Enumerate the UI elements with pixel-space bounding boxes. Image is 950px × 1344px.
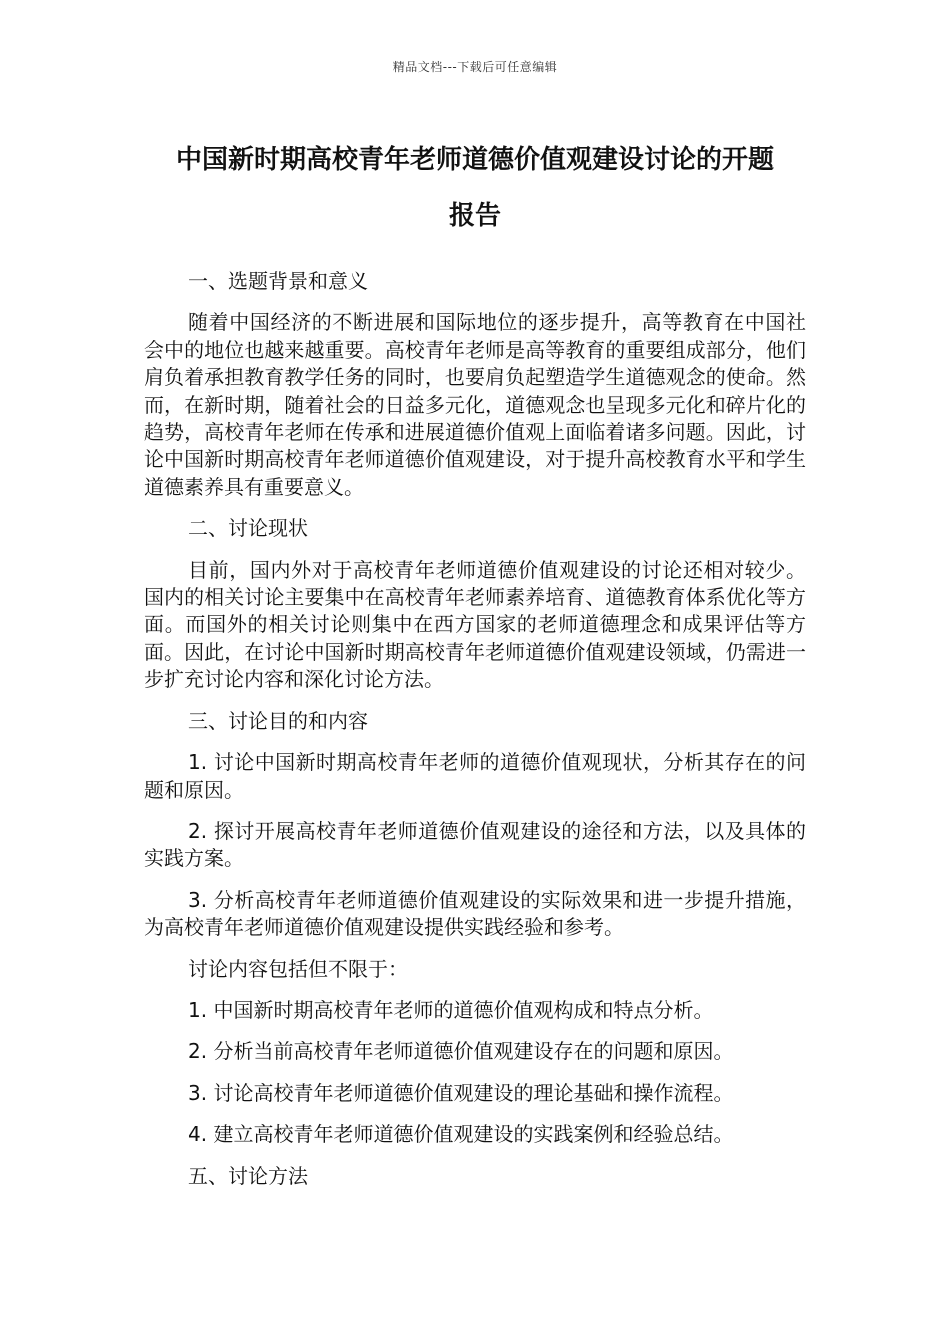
content-item-1: 1. 中国新时期高校青年老师的道德价值观构成和特点分析。 (188, 997, 714, 1022)
content-item-2: 2. 分析当前高校青年老师道德价值观建设存在的问题和原因。 (188, 1039, 734, 1064)
header-note: 精品文档---下载后可任意编辑 (392, 60, 558, 74)
document-title (120, 132, 830, 244)
goal-item-2: 2. 探讨开展高校青年老师道德价值观建设的途径和方法，以及具体的实践方案。 (144, 818, 806, 871)
title-line-1: 中国新时期高校青年老师道德价值观建设讨论的开题 (175, 145, 774, 175)
section-2-paragraph: 目前，国内外对于高校青年老师道德价值观建设的讨论还相对较少。国内的相关讨论主要集中在高校青年老师素养培育、道德教育体系优化等方面。而国外的相关讨论则集中在西方国家的老师道德理念和成果评估等方面。因此，在讨论中国新时期高校青年老师道德价值观建设领域，仍需进一步扩充讨论内容和深化讨论方法。 (144, 557, 806, 692)
section-2-heading: 二、讨论现状 (188, 516, 308, 541)
title-line-2: 报告 (448, 201, 501, 231)
section-1-paragraph: 随着中国经济的不断进展和国际地位的逐步提升，高等教育在中国社会中的地位也越来越重要。高校青年老师是高等教育的重要组成部分，他们肩负着承担教育教学任务的同时，也要肩负起塑造学生道德观念的使命。然而，在新时期，随着社会的日益多元化，道德观念也呈现多元化和碎片化的趋势，高校青年老师在传承和进展道德价值观上面临着诸多问题。因此，讨论中国新时期高校青年老师道德价值观建设，对于提升高校教育水平和学生道德素养具有重要意义。 (144, 310, 806, 499)
section-5-heading: 五、讨论方法 (188, 1163, 308, 1188)
goal-item-3: 3. 分析高校青年老师道德价值观建设的实际效果和进一步提升措施，为高校青年老师道德价值观建设提供实践经验和参考。 (144, 887, 806, 940)
content-intro: 讨论内容包括但不限于： (188, 956, 408, 981)
section-1-heading: 一、选题背景和意义 (188, 269, 368, 293)
document-body (144, 268, 806, 1204)
content-item-4: 4. 建立高校青年老师道德价值观建设的实践案例和经验总结。 (188, 1122, 734, 1147)
content-item-3: 3. 讨论高校青年老师道德价值观建设的理论基础和操作流程。 (188, 1080, 734, 1105)
goal-item-1: 1. 讨论中国新时期高校青年老师的道德价值观现状，分析其存在的问题和原因。 (144, 750, 806, 802)
section-3-heading: 三、讨论目的和内容 (188, 708, 368, 733)
